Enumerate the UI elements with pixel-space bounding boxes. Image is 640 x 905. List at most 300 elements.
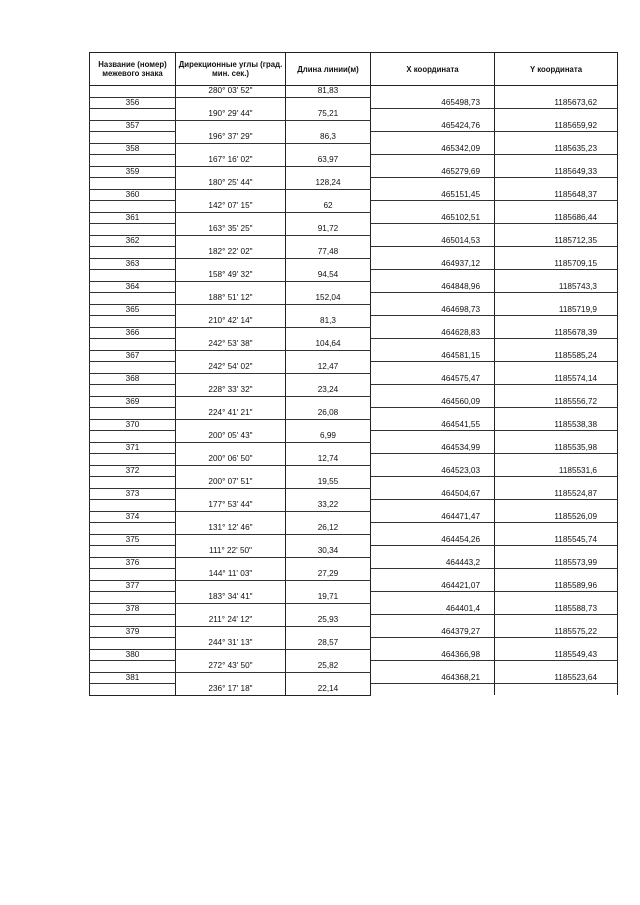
direction-angle-cell xyxy=(176,511,286,523)
line-length-cell: 86,3 xyxy=(286,132,371,144)
y-coordinate-cell: 1185535,98 xyxy=(495,442,618,454)
y-coordinate-cell xyxy=(495,224,618,236)
point-name-cell: 375 xyxy=(90,534,176,546)
point-name-cell xyxy=(90,569,176,581)
direction-angle-cell xyxy=(176,557,286,569)
table-row-segment xyxy=(90,454,618,466)
table-row-point xyxy=(90,557,618,569)
point-name-cell xyxy=(90,592,176,604)
point-name-cell xyxy=(90,684,176,696)
direction-angle-cell: 144° 11' 03" xyxy=(176,569,286,581)
x-coordinate-cell: 464379,27 xyxy=(371,626,495,638)
y-coordinate-cell xyxy=(495,454,618,466)
line-length-cell: 94,54 xyxy=(286,270,371,282)
x-coordinate-cell: 464471,47 xyxy=(371,511,495,523)
y-coordinate-cell xyxy=(495,362,618,374)
line-length-cell xyxy=(286,166,371,178)
table-row-point xyxy=(90,350,618,362)
x-coordinate-cell xyxy=(371,523,495,535)
table-row-segment xyxy=(90,132,618,144)
line-length-cell: 23,24 xyxy=(286,385,371,397)
x-coordinate-cell: 464454,26 xyxy=(371,534,495,546)
direction-angle-cell xyxy=(176,396,286,408)
direction-angle-cell xyxy=(176,189,286,201)
point-name-cell: 363 xyxy=(90,258,176,270)
point-name-cell xyxy=(90,316,176,328)
direction-angle-cell: 244° 31' 13" xyxy=(176,638,286,650)
point-name-cell: 381 xyxy=(90,672,176,684)
point-name-cell xyxy=(90,454,176,466)
table-row-point xyxy=(90,419,618,431)
point-name-cell: 365 xyxy=(90,304,176,316)
direction-angle-cell xyxy=(176,442,286,454)
point-name-cell xyxy=(90,523,176,535)
direction-angle-cell xyxy=(176,626,286,638)
x-coordinate-cell: 464575,47 xyxy=(371,373,495,385)
table-row-segment xyxy=(90,500,618,512)
x-coordinate-cell xyxy=(371,178,495,190)
direction-angle-cell: 211° 24' 12" xyxy=(176,615,286,627)
direction-angle-cell xyxy=(176,534,286,546)
x-coordinate-cell: 465014,53 xyxy=(371,235,495,247)
table-row-segment xyxy=(90,546,618,558)
line-length-cell xyxy=(286,143,371,155)
x-coordinate-cell xyxy=(371,293,495,305)
direction-angle-cell: 200° 06' 50" xyxy=(176,454,286,466)
line-length-cell xyxy=(286,235,371,247)
y-coordinate-cell xyxy=(495,500,618,512)
point-name-cell xyxy=(90,385,176,397)
point-name-cell xyxy=(90,201,176,213)
direction-angle-cell: 163° 35' 25" xyxy=(176,224,286,236)
y-coordinate-cell xyxy=(495,408,618,420)
line-length-cell: 6,99 xyxy=(286,431,371,443)
y-coordinate-cell xyxy=(495,178,618,190)
line-length-cell xyxy=(286,534,371,546)
x-coordinate-cell xyxy=(371,431,495,443)
y-coordinate-cell: 1185526,09 xyxy=(495,511,618,523)
direction-angle-cell xyxy=(176,258,286,270)
y-coordinate-cell xyxy=(495,431,618,443)
point-name-cell xyxy=(90,109,176,121)
x-coordinate-cell xyxy=(371,546,495,558)
point-name-cell: 356 xyxy=(90,97,176,109)
x-coordinate-cell xyxy=(371,109,495,121)
line-length-cell: 19,71 xyxy=(286,592,371,604)
point-name-cell xyxy=(90,661,176,673)
boundary-coordinates-table xyxy=(89,52,618,696)
direction-angle-cell: 280° 03' 52" xyxy=(176,86,286,98)
y-coordinate-cell xyxy=(495,132,618,144)
x-coordinate-cell: 464541,55 xyxy=(371,419,495,431)
direction-angle-cell: 242° 54' 02" xyxy=(176,362,286,374)
x-coordinate-cell: 464937,12 xyxy=(371,258,495,270)
direction-angle-cell: 210° 42' 14" xyxy=(176,316,286,328)
line-length-cell xyxy=(286,212,371,224)
direction-angle-cell xyxy=(176,143,286,155)
point-name-cell: 357 xyxy=(90,120,176,132)
direction-angle-cell xyxy=(176,603,286,615)
x-coordinate-cell xyxy=(371,224,495,236)
point-name-cell: 378 xyxy=(90,603,176,615)
table-row-point xyxy=(90,281,618,293)
direction-angle-cell xyxy=(176,97,286,109)
y-coordinate-cell: 1185573,99 xyxy=(495,557,618,569)
table-row-segment xyxy=(90,178,618,190)
line-length-cell: 25,82 xyxy=(286,661,371,673)
line-length-cell: 104,64 xyxy=(286,339,371,351)
y-coordinate-cell: 1185673,62 xyxy=(495,97,618,109)
table-row-point xyxy=(90,396,618,408)
point-name-cell: 379 xyxy=(90,626,176,638)
x-coordinate-cell: 465279,69 xyxy=(371,166,495,178)
y-coordinate-cell: 1185531,6 xyxy=(495,465,618,477)
header-x: Х координата xyxy=(371,53,495,86)
x-coordinate-cell: 464401,4 xyxy=(371,603,495,615)
table-row-segment xyxy=(90,270,618,282)
point-name-cell xyxy=(90,247,176,259)
x-coordinate-cell: 465424,76 xyxy=(371,120,495,132)
point-name-cell: 361 xyxy=(90,212,176,224)
direction-angle-cell: 228° 33' 32" xyxy=(176,385,286,397)
y-coordinate-cell xyxy=(495,201,618,213)
x-coordinate-cell: 465498,73 xyxy=(371,97,495,109)
line-length-cell xyxy=(286,442,371,454)
line-length-cell: 28,57 xyxy=(286,638,371,650)
x-coordinate-cell xyxy=(371,477,495,489)
point-name-cell xyxy=(90,500,176,512)
direction-angle-cell xyxy=(176,235,286,247)
line-length-cell: 26,08 xyxy=(286,408,371,420)
table-row-segment xyxy=(90,362,618,374)
point-name-cell xyxy=(90,546,176,558)
y-coordinate-cell: 1185588,73 xyxy=(495,603,618,615)
line-length-cell xyxy=(286,120,371,132)
table-row-point xyxy=(90,511,618,523)
table-row-segment xyxy=(90,523,618,535)
x-coordinate-cell: 465102,51 xyxy=(371,212,495,224)
point-name-cell xyxy=(90,408,176,420)
point-name-cell xyxy=(90,615,176,627)
point-name-cell: 359 xyxy=(90,166,176,178)
x-coordinate-cell xyxy=(371,684,495,696)
line-length-cell xyxy=(286,396,371,408)
line-length-cell xyxy=(286,419,371,431)
table-row-segment xyxy=(90,224,618,236)
table-row-segment xyxy=(90,201,618,213)
table-row-point xyxy=(90,212,618,224)
y-coordinate-cell: 1185686,44 xyxy=(495,212,618,224)
point-name-cell xyxy=(90,431,176,443)
x-coordinate-cell: 464848,96 xyxy=(371,281,495,293)
direction-angle-cell xyxy=(176,649,286,661)
table-row-point xyxy=(90,672,618,684)
y-coordinate-cell xyxy=(495,615,618,627)
line-length-cell xyxy=(286,350,371,362)
y-coordinate-cell xyxy=(495,109,618,121)
y-coordinate-cell xyxy=(495,270,618,282)
line-length-cell: 27,29 xyxy=(286,569,371,581)
y-coordinate-cell: 1185719,9 xyxy=(495,304,618,316)
direction-angle-cell xyxy=(176,580,286,592)
table-row-segment xyxy=(90,408,618,420)
table-row-point xyxy=(90,626,618,638)
direction-angle-cell: 196° 37' 29" xyxy=(176,132,286,144)
table-row-point xyxy=(90,189,618,201)
point-name-cell xyxy=(90,477,176,489)
table-row-point xyxy=(90,304,618,316)
x-coordinate-cell: 464523,03 xyxy=(371,465,495,477)
header-name: Название (номер) межевого знака xyxy=(90,53,176,86)
line-length-cell xyxy=(286,488,371,500)
point-name-cell: 370 xyxy=(90,419,176,431)
point-name-cell: 377 xyxy=(90,580,176,592)
point-name-cell: 362 xyxy=(90,235,176,247)
table-row-segment xyxy=(90,569,618,581)
point-name-cell xyxy=(90,155,176,167)
direction-angle-cell: 182° 22' 02" xyxy=(176,247,286,259)
line-length-cell: 81,83 xyxy=(286,86,371,98)
table-row-point xyxy=(90,97,618,109)
y-coordinate-cell: 1185523,64 xyxy=(495,672,618,684)
y-coordinate-cell: 1185678,39 xyxy=(495,327,618,339)
y-coordinate-cell: 1185585,24 xyxy=(495,350,618,362)
direction-angle-cell: 177° 53' 44" xyxy=(176,500,286,512)
direction-angle-cell: 272° 43' 50" xyxy=(176,661,286,673)
direction-angle-cell: 167° 16' 02" xyxy=(176,155,286,167)
y-coordinate-cell: 1185709,15 xyxy=(495,258,618,270)
table-row-segment xyxy=(90,339,618,351)
y-coordinate-cell: 1185649,33 xyxy=(495,166,618,178)
table-row-point xyxy=(90,235,618,247)
direction-angle-cell xyxy=(176,373,286,385)
direction-angle-cell: 224° 41' 21" xyxy=(176,408,286,420)
table-row-segment xyxy=(90,477,618,489)
x-coordinate-cell: 464698,73 xyxy=(371,304,495,316)
table-row-segment xyxy=(90,684,618,696)
point-name-cell: 371 xyxy=(90,442,176,454)
header-length: Длина линии(м) xyxy=(286,53,371,86)
line-length-cell xyxy=(286,281,371,293)
y-coordinate-cell: 1185545,74 xyxy=(495,534,618,546)
table-row-point xyxy=(90,166,618,178)
line-length-cell: 152,04 xyxy=(286,293,371,305)
x-coordinate-cell xyxy=(371,500,495,512)
header-angles: Дирекционные углы (град. мин. сек.) xyxy=(176,53,286,86)
point-name-cell: 372 xyxy=(90,465,176,477)
table-row-point xyxy=(90,649,618,661)
direction-angle-cell: 236° 17' 18" xyxy=(176,684,286,696)
table-row-segment xyxy=(90,661,618,673)
direction-angle-cell xyxy=(176,672,286,684)
direction-angle-cell: 158° 49' 32" xyxy=(176,270,286,282)
line-length-cell: 25,93 xyxy=(286,615,371,627)
point-name-cell xyxy=(90,293,176,305)
y-coordinate-cell xyxy=(495,247,618,259)
x-coordinate-cell: 464581,15 xyxy=(371,350,495,362)
line-length-cell xyxy=(286,672,371,684)
point-name-cell xyxy=(90,224,176,236)
direction-angle-cell: 183° 34' 41" xyxy=(176,592,286,604)
x-coordinate-cell: 464504,67 xyxy=(371,488,495,500)
direction-angle-cell xyxy=(176,350,286,362)
line-length-cell xyxy=(286,603,371,615)
table-row-segment xyxy=(90,638,618,650)
y-coordinate-cell xyxy=(495,569,618,581)
point-name-cell xyxy=(90,270,176,282)
direction-angle-cell xyxy=(176,166,286,178)
point-name-cell: 376 xyxy=(90,557,176,569)
point-name-cell xyxy=(90,178,176,190)
table-row-segment xyxy=(90,247,618,259)
line-length-cell: 75,21 xyxy=(286,109,371,121)
direction-angle-cell xyxy=(176,120,286,132)
line-length-cell xyxy=(286,97,371,109)
point-name-cell xyxy=(90,86,176,98)
y-coordinate-cell: 1185524,87 xyxy=(495,488,618,500)
point-name-cell: 358 xyxy=(90,143,176,155)
y-coordinate-cell xyxy=(495,546,618,558)
direction-angle-cell: 190° 29' 44" xyxy=(176,109,286,121)
x-coordinate-cell xyxy=(371,201,495,213)
y-coordinate-cell xyxy=(495,339,618,351)
table-body xyxy=(90,86,618,696)
table-row-segment xyxy=(90,293,618,305)
x-coordinate-cell: 464534,99 xyxy=(371,442,495,454)
point-name-cell xyxy=(90,638,176,650)
line-length-cell: 22,14 xyxy=(286,684,371,696)
point-name-cell: 360 xyxy=(90,189,176,201)
y-coordinate-cell xyxy=(495,316,618,328)
line-length-cell: 33,22 xyxy=(286,500,371,512)
line-length-cell: 12,74 xyxy=(286,454,371,466)
table-row-segment xyxy=(90,615,618,627)
direction-angle-cell xyxy=(176,465,286,477)
y-coordinate-cell: 1185556,72 xyxy=(495,396,618,408)
direction-angle-cell xyxy=(176,281,286,293)
x-coordinate-cell: 464368,21 xyxy=(371,672,495,684)
y-coordinate-cell: 1185659,92 xyxy=(495,120,618,132)
header-y: Y координата xyxy=(495,53,618,86)
table-row-point xyxy=(90,120,618,132)
y-coordinate-cell xyxy=(495,385,618,397)
table-row-point xyxy=(90,488,618,500)
point-name-cell xyxy=(90,362,176,374)
direction-angle-cell: 242° 53' 38" xyxy=(176,339,286,351)
table-header-row xyxy=(90,53,618,86)
y-coordinate-cell: 1185589,96 xyxy=(495,580,618,592)
line-length-cell: 77,48 xyxy=(286,247,371,259)
x-coordinate-cell xyxy=(371,408,495,420)
direction-angle-cell: 200° 05' 43" xyxy=(176,431,286,443)
x-coordinate-cell: 464366,98 xyxy=(371,649,495,661)
point-name-cell: 373 xyxy=(90,488,176,500)
x-coordinate-cell: 464421,07 xyxy=(371,580,495,592)
x-coordinate-cell: 464443,2 xyxy=(371,557,495,569)
y-coordinate-cell: 1185574,14 xyxy=(495,373,618,385)
line-length-cell: 91,72 xyxy=(286,224,371,236)
point-name-cell: 368 xyxy=(90,373,176,385)
y-coordinate-cell xyxy=(495,523,618,535)
x-coordinate-cell xyxy=(371,638,495,650)
x-coordinate-cell xyxy=(371,316,495,328)
direction-angle-cell: 200° 07' 51" xyxy=(176,477,286,489)
table-row-point xyxy=(90,534,618,546)
line-length-cell xyxy=(286,465,371,477)
y-coordinate-cell: 1185538,38 xyxy=(495,419,618,431)
x-coordinate-cell xyxy=(371,592,495,604)
line-length-cell: 81,3 xyxy=(286,316,371,328)
table-row-segment xyxy=(90,86,618,98)
table-row-segment xyxy=(90,592,618,604)
direction-angle-cell xyxy=(176,327,286,339)
direction-angle-cell xyxy=(176,304,286,316)
y-coordinate-cell xyxy=(495,155,618,167)
table-row-point xyxy=(90,327,618,339)
point-name-cell xyxy=(90,132,176,144)
line-length-cell xyxy=(286,649,371,661)
x-coordinate-cell xyxy=(371,661,495,673)
line-length-cell: 30,34 xyxy=(286,546,371,558)
table-row-point xyxy=(90,580,618,592)
point-name-cell: 374 xyxy=(90,511,176,523)
y-coordinate-cell xyxy=(495,661,618,673)
line-length-cell: 12,47 xyxy=(286,362,371,374)
point-name-cell: 369 xyxy=(90,396,176,408)
table-row-segment xyxy=(90,109,618,121)
direction-angle-cell xyxy=(176,212,286,224)
point-name-cell: 364 xyxy=(90,281,176,293)
table-row-segment xyxy=(90,316,618,328)
x-coordinate-cell xyxy=(371,247,495,259)
line-length-cell xyxy=(286,304,371,316)
table-row-point xyxy=(90,603,618,615)
point-name-cell: 380 xyxy=(90,649,176,661)
line-length-cell xyxy=(286,557,371,569)
line-length-cell: 62 xyxy=(286,201,371,213)
table-row-point xyxy=(90,143,618,155)
table-row-segment xyxy=(90,385,618,397)
line-length-cell: 63,97 xyxy=(286,155,371,167)
y-coordinate-cell: 1185712,35 xyxy=(495,235,618,247)
table-row-point xyxy=(90,465,618,477)
line-length-cell: 26,12 xyxy=(286,523,371,535)
y-coordinate-cell xyxy=(495,477,618,489)
x-coordinate-cell xyxy=(371,270,495,282)
point-name-cell: 367 xyxy=(90,350,176,362)
point-name-cell: 366 xyxy=(90,327,176,339)
x-coordinate-cell: 464628,83 xyxy=(371,327,495,339)
x-coordinate-cell xyxy=(371,339,495,351)
direction-angle-cell: 180° 25' 44" xyxy=(176,178,286,190)
y-coordinate-cell xyxy=(495,293,618,305)
line-length-cell xyxy=(286,258,371,270)
y-coordinate-cell: 1185648,37 xyxy=(495,189,618,201)
table-row-segment xyxy=(90,155,618,167)
point-name-cell xyxy=(90,339,176,351)
line-length-cell xyxy=(286,189,371,201)
table-row-segment xyxy=(90,431,618,443)
y-coordinate-cell xyxy=(495,592,618,604)
y-coordinate-cell: 1185575,22 xyxy=(495,626,618,638)
line-length-cell xyxy=(286,327,371,339)
line-length-cell xyxy=(286,626,371,638)
x-coordinate-cell xyxy=(371,454,495,466)
line-length-cell xyxy=(286,511,371,523)
line-length-cell: 19,55 xyxy=(286,477,371,489)
y-coordinate-cell: 1185743,3 xyxy=(495,281,618,293)
x-coordinate-cell xyxy=(371,569,495,581)
